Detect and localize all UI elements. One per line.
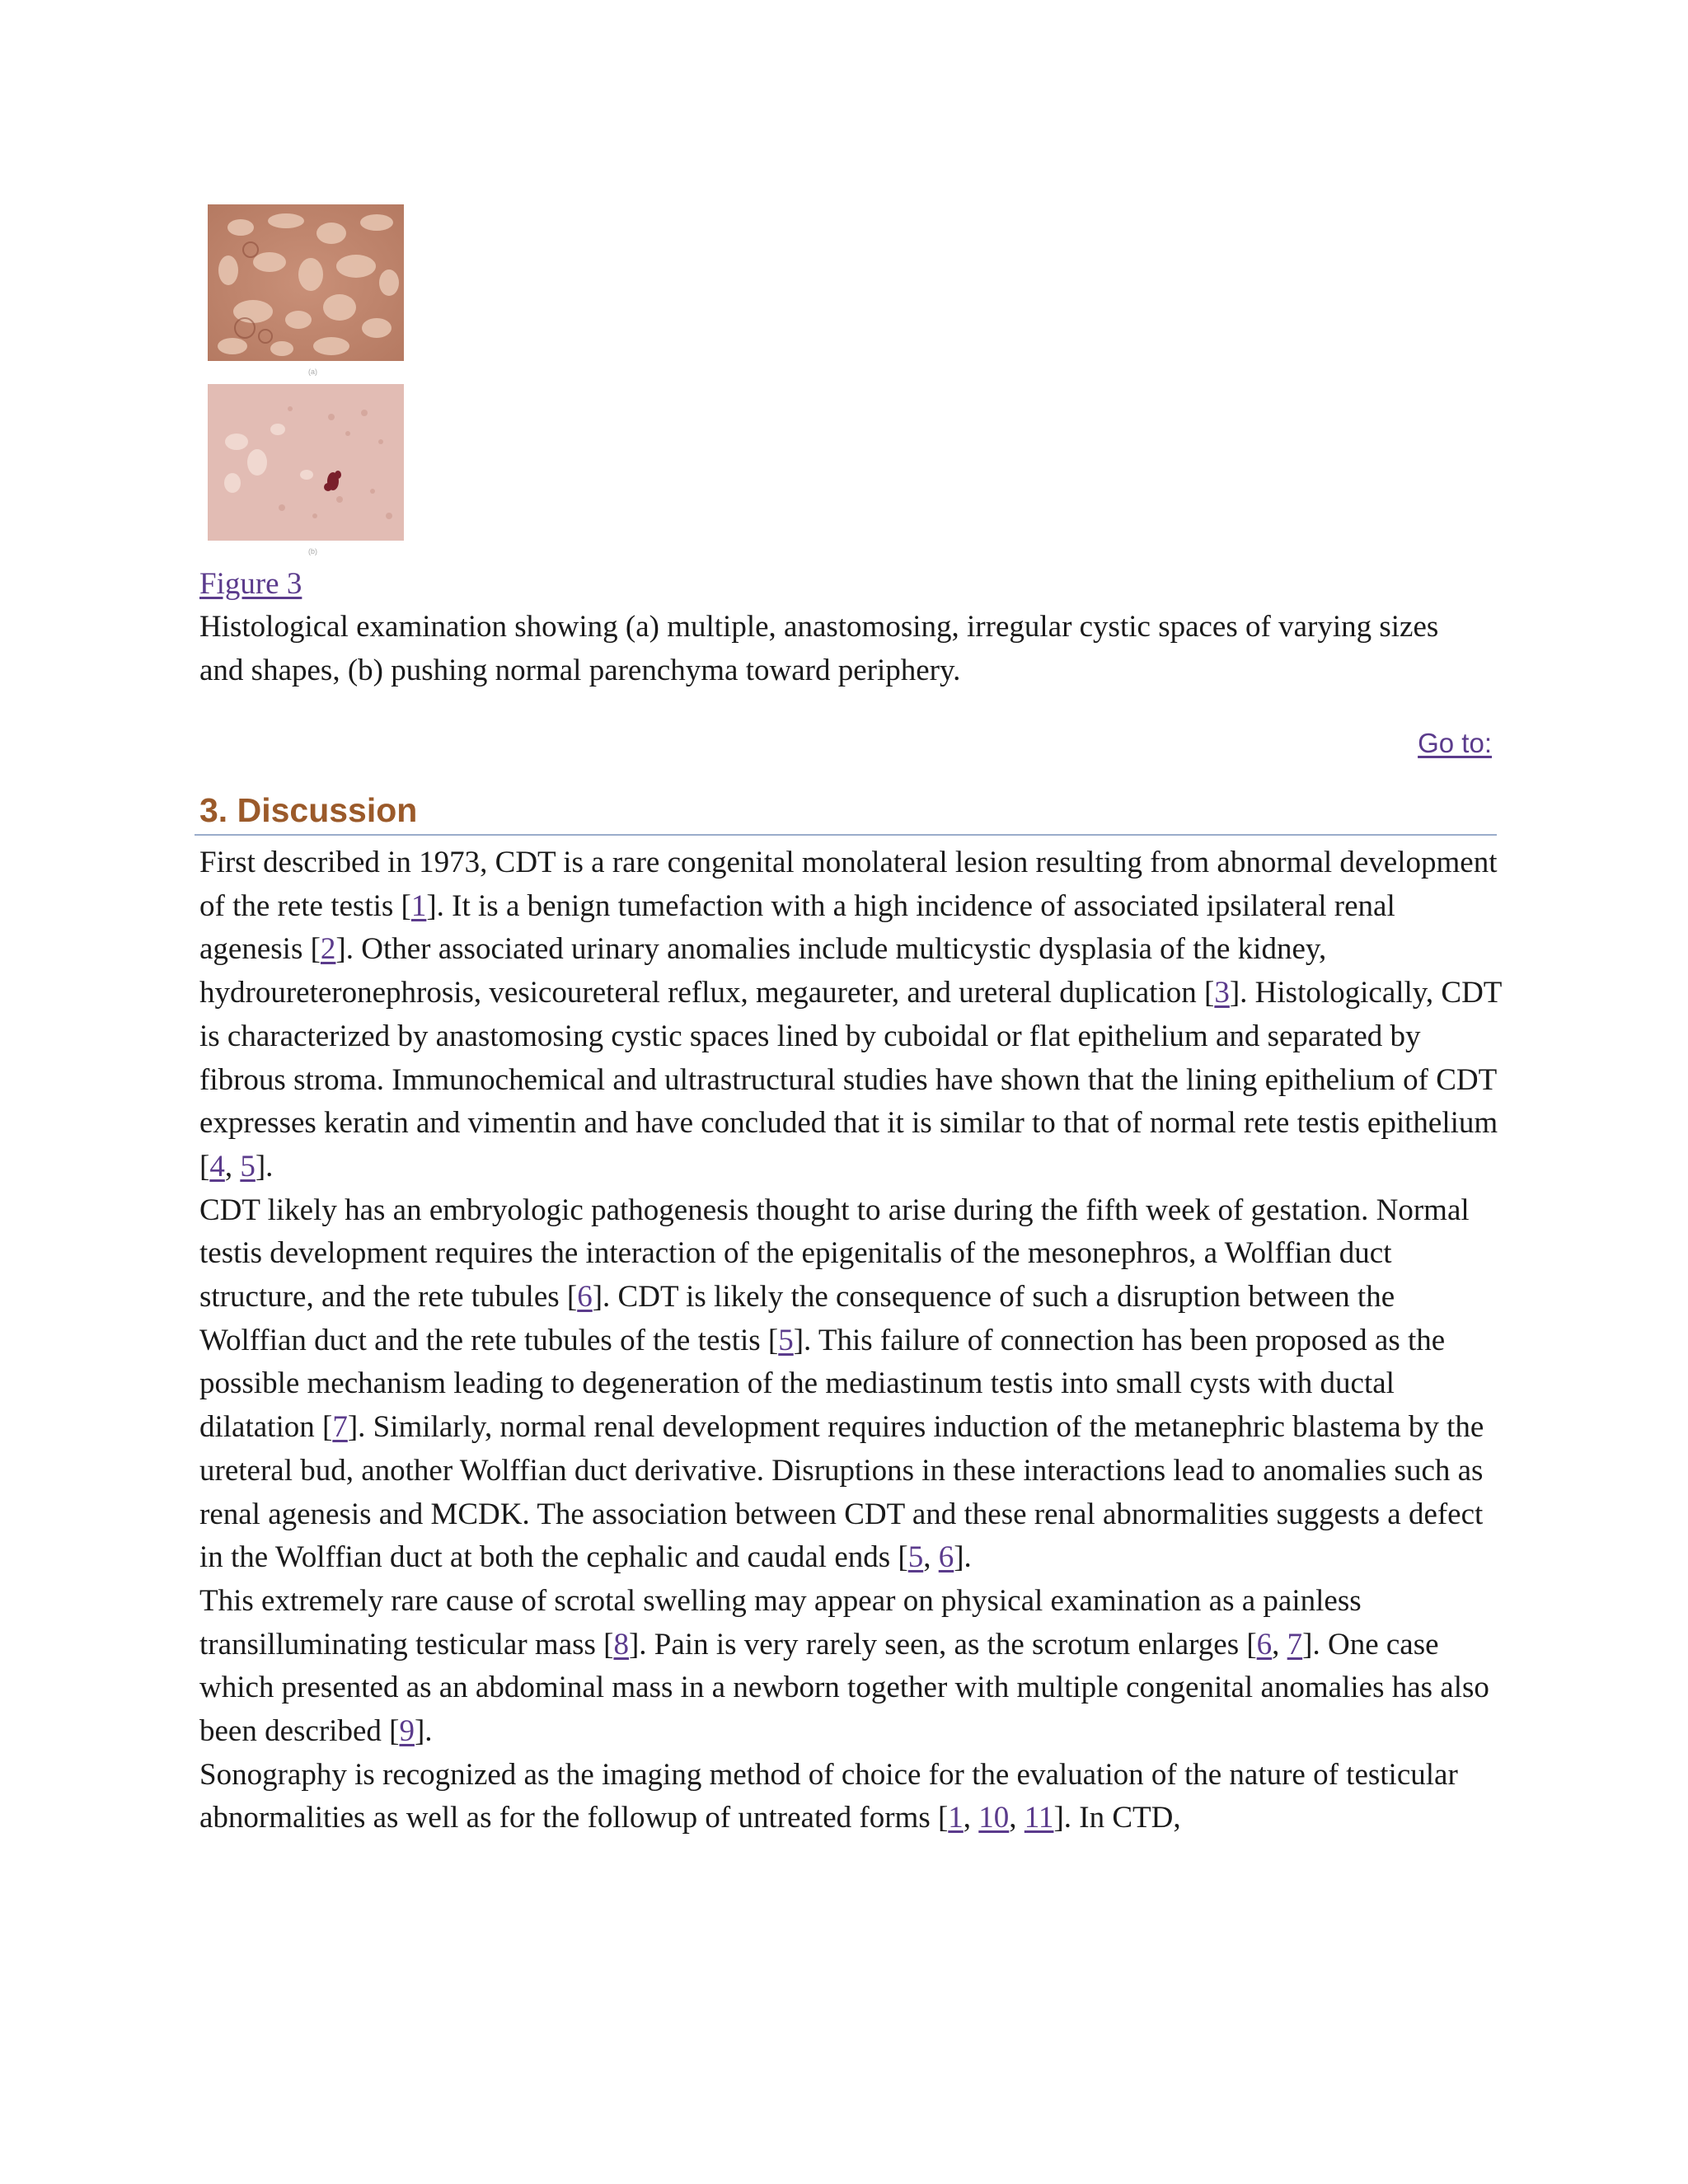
paragraph-text: ,: [963, 1801, 979, 1835]
reference-link[interactable]: 4: [209, 1149, 225, 1183]
paragraph: [199, 841, 1502, 1189]
reference-link[interactable]: 5: [240, 1149, 256, 1183]
reference-link[interactable]: 1: [948, 1801, 964, 1835]
reference-link[interactable]: 6: [938, 1540, 954, 1575]
reference-link[interactable]: 8: [613, 1627, 629, 1661]
reference-link[interactable]: 1: [410, 888, 427, 923]
paragraph-text: ].: [414, 1714, 433, 1749]
paragraph-text: ,: [923, 1540, 939, 1575]
paragraph-text: ]. Similarly, normal renal development requires induction of the metanephric blastema by the ureteral bud, another Wolffian duct derivative. Disruptions in these interactions lead to anomalies such as renal agenesis and MCDK. The association between CDT and these renal abnormalities suggests a defect in the Wolffian duct at both the cephalic and caudal ends [: [199, 1410, 1484, 1575]
discussion-body: [199, 841, 1502, 1840]
paragraph: [199, 1189, 1502, 1580]
paragraph-text: ].: [954, 1540, 972, 1575]
paragraph-text: ,: [224, 1149, 241, 1183]
reference-link[interactable]: 9: [399, 1714, 415, 1749]
go-to-link[interactable]: Go to:: [1418, 728, 1492, 758]
paragraph: [199, 1580, 1502, 1754]
figure-3b-micrograph[interactable]: [208, 384, 404, 541]
paragraph-text: ]. Other associated urinary anomalies include multicystic dysplasia of the kidney, hydroureteronephrosis, vesicoureteral reflux, megaureter, and ureteral duplication [: [199, 932, 1327, 1010]
paragraph-text: ].: [255, 1149, 274, 1183]
paragraph-text: First described in 1973, CDT is a rare congenital monolateral lesion resulting from abnormal development of the rete testis [: [199, 846, 1498, 923]
reference-link[interactable]: 2: [320, 932, 336, 967]
figure-3a-label: (a): [308, 368, 317, 376]
reference-link[interactable]: 6: [577, 1280, 593, 1315]
section-heading: 3. Discussion: [199, 791, 418, 829]
paragraph-text: This extremely rare cause of scrotal swelling may appear on physical examination as a painless transilluminating testicular mass [: [199, 1583, 1362, 1661]
paragraph-text: ]. Histologically, CDT is characterized by anastomosing cystic spaces lined by cuboidal or flat epithelium and separated by fibrous stroma. Immunochemical and ultrastructural studies have shown that the lining epithelium of CDT expresses keratin and vimentin and have concluded that it is similar to that of normal rete testis epithelium [: [199, 976, 1502, 1183]
reference-link[interactable]: 3: [1214, 976, 1230, 1010]
paragraph-text: Sonography is recognized as the imaging method of choice for the evaluation of the nature of testicular abnormalities as well as for the followup of untreated forms [: [199, 1757, 1458, 1835]
reference-link[interactable]: 7: [332, 1410, 348, 1445]
reference-link[interactable]: 6: [1256, 1627, 1273, 1661]
paragraph: [199, 1754, 1502, 1840]
reference-link[interactable]: 7: [1287, 1627, 1303, 1661]
paragraph-text: ]. One case which presented as an abdominal mass in a newborn together with multiple congenital anomalies has also been described [: [199, 1627, 1489, 1749]
paragraph-text: ]. CDT is likely the consequence of such a disruption between the Wolffian duct and the rete tubules of the testis [: [199, 1280, 1395, 1357]
reference-link[interactable]: 5: [907, 1540, 924, 1575]
reference-link[interactable]: 10: [978, 1801, 1010, 1835]
figure-3b-label: (b): [308, 547, 317, 555]
paragraph-text: CDT likely has an embryologic pathogenesis thought to arise during the fifth week of gestation. Normal testis development requires the interaction of the epigenitalis of the mesonephros, a Wolffian duct structure, and the rete tubules [: [199, 1193, 1470, 1315]
paragraph-text: ]. Pain is very rarely seen, as the scrotum enlarges [: [628, 1627, 1257, 1661]
section-divider: [195, 834, 1497, 836]
paragraph-text: ]. This failure of connection has been proposed as the possible mechanism leading to degeneration of the mediastinum testis into small cysts with ductal dilatation [: [199, 1323, 1446, 1445]
paragraph-text: ]. In CTD,: [1053, 1801, 1181, 1835]
figure-3a-micrograph[interactable]: [208, 204, 404, 361]
reference-link[interactable]: 11: [1024, 1801, 1054, 1835]
paragraph-text: ,: [1009, 1801, 1025, 1835]
paragraph-text: ]. It is a benign tumefaction with a high incidence of associated ipsilateral renal agenesis [: [199, 888, 1395, 967]
reference-link[interactable]: 5: [778, 1323, 794, 1357]
paragraph-text: ,: [1272, 1627, 1287, 1661]
figure-3-link[interactable]: Figure 3: [199, 567, 302, 601]
figure-caption: Histological examination showing (a) multiple, anastomosing, irregular cystic spaces of varying sizes and shapes, (b) pushing normal parenchyma toward periphery.: [199, 610, 1439, 687]
